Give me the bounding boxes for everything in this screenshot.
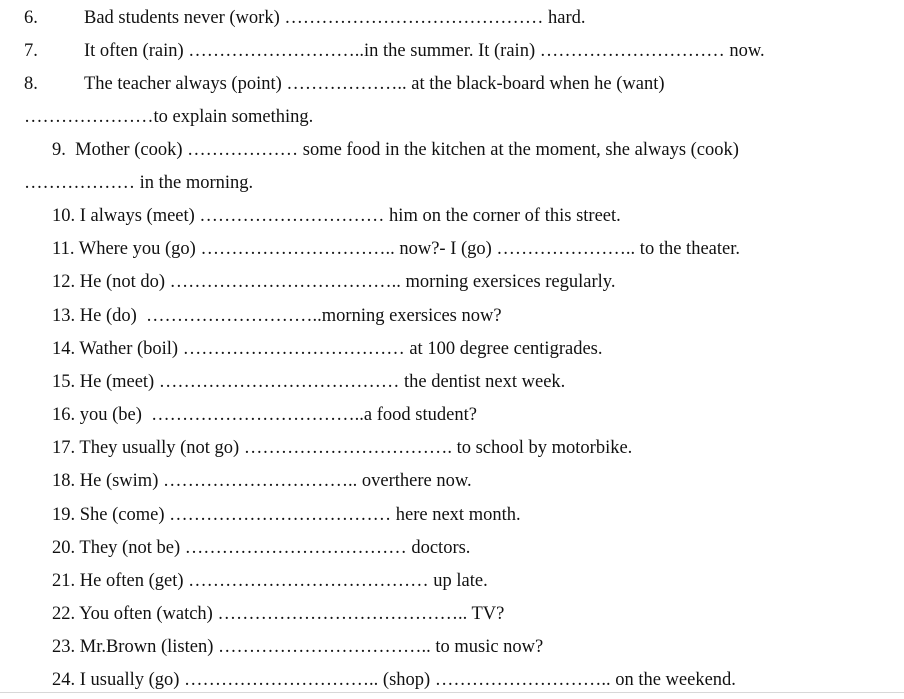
exercise-text: 15. He (meet) ………………………………… the dentist next week. — [52, 372, 566, 392]
exercise-text: 14. Wather (boil) ……………………………… at 100 degree centigrades. — [52, 339, 603, 359]
exercise-text: 17. They usually (not go) ……………………………. to school by motorbike. — [52, 438, 633, 458]
exercise-text: It often (rain) ………………………..in the summer. It (rain) ………………………… now. — [84, 41, 765, 61]
exercise-number: 7. — [24, 41, 38, 61]
exercise-continuation: ……………… in the morning. — [24, 173, 254, 193]
exercise-text: 22. You often (watch) ………………………………….. TV? — [52, 604, 505, 624]
page-bottom-edge — [0, 692, 904, 693]
exercise-text: 16. you (be) ……………………………..a food student? — [52, 405, 477, 425]
exercise-text: 23. Mr.Brown (listen) …………………………….. to music now? — [52, 637, 544, 657]
exercise-text: 21. He often (get) ………………………………… up late. — [52, 571, 488, 591]
exercise-continuation: …………………to explain something. — [24, 107, 314, 127]
exercise-text: The teacher always (point) ……………….. at the black-board when he (want) — [84, 74, 665, 94]
exercise-text: Bad students never (work) …………………………………… hard. — [84, 8, 586, 28]
exercise-number: 8. — [24, 74, 38, 94]
exercise-text: 10. I always (meet) ………………………… him on the corner of this street. — [52, 206, 621, 226]
exercise-text: 24. I usually (go) ………………………….. (shop) ……………………….. on the weekend. — [52, 670, 736, 690]
exercise-text: 20. They (not be) ……………………………… doctors. — [52, 538, 471, 558]
exercise-text: 12. He (not do) ……………………………….. morning exersices regularly. — [52, 272, 616, 292]
exercise-text: 13. He (do) ………………………..morning exersices now? — [52, 306, 502, 326]
exercise-text: 18. He (swim) ………………………….. overthere now. — [52, 471, 472, 491]
exercise-number: 6. — [24, 8, 38, 28]
exercise-text: 19. She (come) ……………………………… here next month. — [52, 505, 521, 525]
exercise-text: 9. Mother (cook) ……………… some food in the kitchen at the moment, she always (cook) — [52, 140, 739, 160]
exercise-text: 11. Where you (go) ………………………….. now?- I (go) ………………….. to the theater. — [52, 239, 740, 259]
